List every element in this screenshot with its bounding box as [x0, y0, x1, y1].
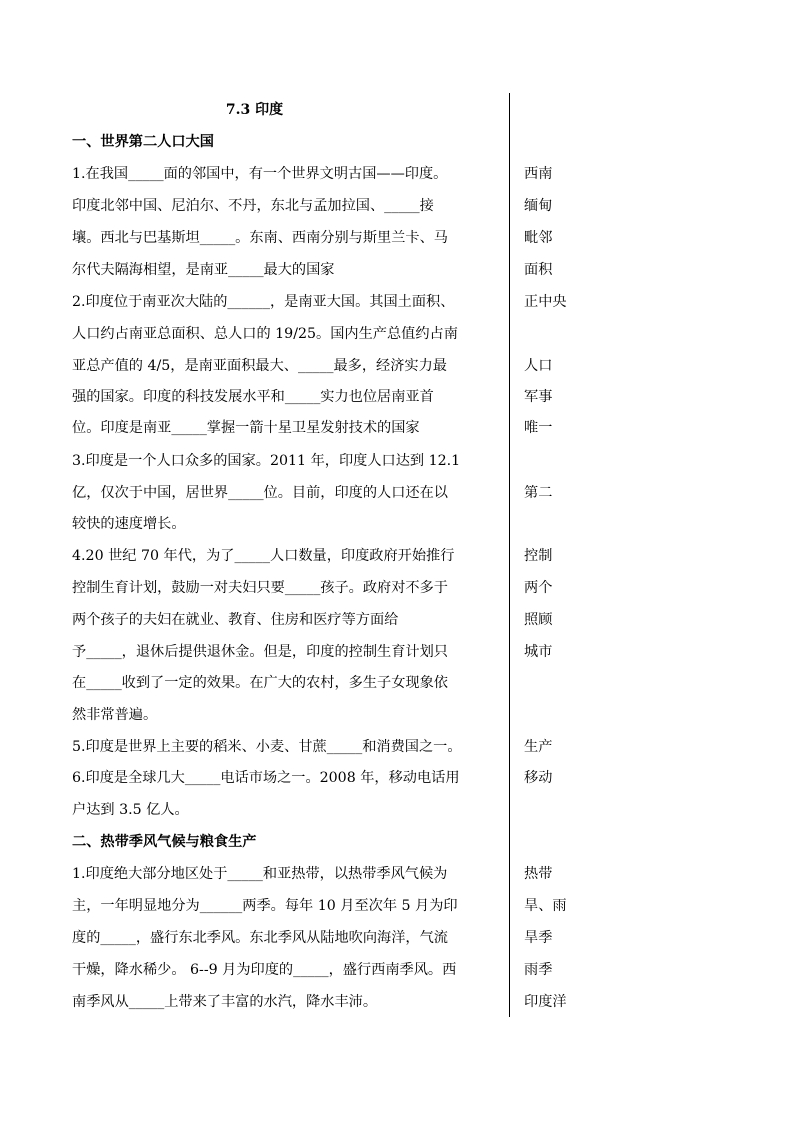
text-line: 控制生育计划，鼓励一对夫妇只要_____孩子。政府对不多于 [72, 580, 448, 596]
answer-item: 雨季 [524, 962, 553, 978]
text-line: 主，一年明显地分为______两季。每年 10 月至次年 5 月为印 [72, 898, 458, 914]
answer-item: 缅甸 [524, 198, 553, 214]
answer-item: 生产 [524, 739, 553, 755]
text-line: 然非常普遍。 [72, 707, 158, 723]
text-line: 户达到 3.5 亿人。 [72, 802, 189, 818]
answer-item: 正中央 [524, 294, 567, 310]
answer-item: 毗邻 [524, 230, 553, 246]
section-heading-1: 一、世界第二人口大国 [72, 134, 214, 150]
answer-item: 控制 [524, 548, 553, 564]
answer-item: 两个 [524, 580, 553, 596]
text-line: 尔代夫隔海相望，是南亚_____最大的国家 [72, 262, 335, 278]
answer-item: 热带 [524, 866, 553, 882]
answer-item: 旱、雨 [524, 898, 567, 914]
text-line: 度的_____，盛行东北季风。东北季风从陆地吹向海洋，气流 [72, 930, 448, 946]
text-line: 1.在我国_____面的邻国中，有一个世界文明古国——印度。 [72, 166, 448, 182]
answer-item: 西南 [524, 166, 553, 182]
answer-item: 照顾 [524, 612, 553, 628]
answer-item: 军事 [524, 389, 553, 405]
text-line: 两个孩子的夫妇在就业、教育、住房和医疗等方面给 [72, 612, 399, 628]
answer-item: 唯一 [524, 420, 553, 436]
text-line: 5.印度是世界上主要的稻米、小麦、甘蔗_____和消费国之一。 [72, 739, 462, 755]
text-line: 南季风从_____上带来了丰富的水汽，降水丰沛。 [72, 994, 378, 1010]
text-line: 3.印度是一个人口众多的国家。2011 年，印度人口达到 12.1 [72, 453, 461, 469]
text-line: 2.印度位于南亚次大陆的______，是南亚大国。其国土面积、 [72, 294, 455, 310]
text-line: 1.印度绝大部分地区处于_____和亚热带，以热带季风气候为 [72, 866, 448, 882]
text-line: 予_____，退休后提供退休金。但是，印度的控制生育计划只 [72, 644, 448, 660]
text-line: 较快的速度增长。 [72, 516, 186, 532]
answer-item: 人口 [524, 358, 553, 374]
section-heading-2: 二、热带季风气候与粮食生产 [72, 834, 257, 850]
text-line: 强的国家。印度的科技发展水平和_____实力也位居南亚首 [72, 389, 434, 405]
answer-item: 印度洋 [524, 994, 567, 1010]
column-divider [509, 93, 510, 1017]
text-line: 壤。西北与巴基斯坦_____。东南、西南分别与斯里兰卡、马 [72, 230, 448, 246]
text-line: 4.20 世纪 70 年代，为了_____人口数量，印度政府开始推行 [72, 548, 455, 564]
answer-item: 移动 [524, 770, 553, 786]
text-line: 在_____收到了一定的效果。在广大的农村，多生子女现象依 [72, 675, 448, 691]
answer-item: 旱季 [524, 930, 553, 946]
text-line: 亚总产值的 4/5，是南亚面积最大、_____最多，经济实力最 [72, 358, 447, 374]
text-line: 印度北邻中国、尼泊尔、不丹，东北与孟加拉国、_____接 [72, 198, 434, 214]
text-line: 6.印度是全球几大_____电话市场之一。2008 年，移动电话用 [72, 770, 460, 786]
page-title: 7.3 印度 [225, 102, 284, 118]
answer-item: 面积 [524, 262, 553, 278]
text-line: 位。印度是南亚_____掌握一箭十星卫星发射技术的国家 [72, 420, 420, 436]
answer-item: 城市 [524, 644, 553, 660]
text-line: 干燥，降水稀少。 6--9 月为印度的_____，盛行西南季风。西 [72, 962, 457, 978]
answer-item: 第二 [524, 485, 553, 501]
text-line: 人口约占南亚总面积、总人口的 19/25。国内生产总值约占南 [72, 326, 458, 342]
text-line: 亿，仅次于中国，居世界_____位。目前，印度的人口还在以 [72, 485, 448, 501]
